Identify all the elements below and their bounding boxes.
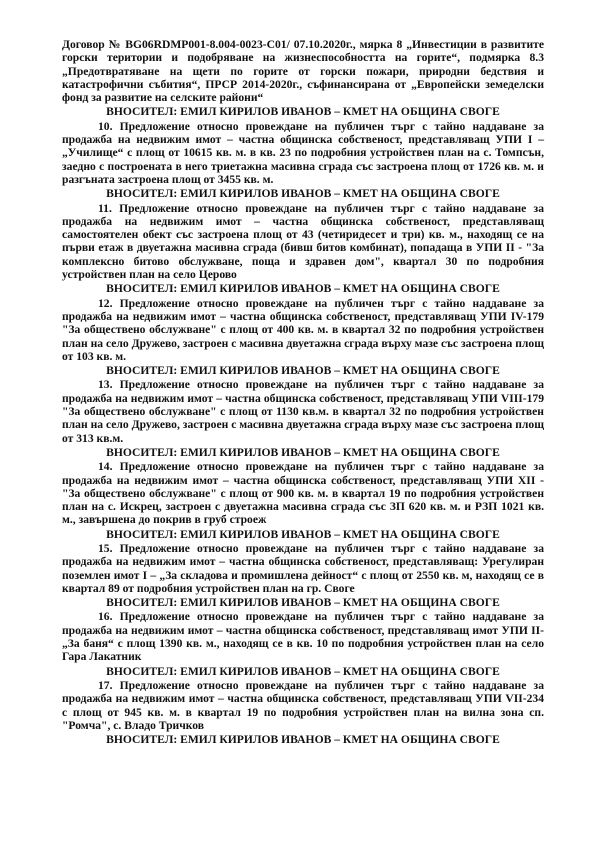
sponsor-line: ВНОСИТЕЛ: ЕМИЛ КИРИЛОВ ИВАНОВ – КМЕТ НА ОБЩИНА СВОГЕ [106,733,500,747]
sponsor-line: ВНОСИТЕЛ: ЕМИЛ КИРИЛОВ ИВАНОВ – КМЕТ НА ОБЩИНА СВОГЕ [106,527,500,541]
contract-intro: Договор № BG06RDMP001-8.004-0023-С01/ 07.10.2020г., мярка 8 „Инвестиции в развитите горски територии и подобряване на жизнеспособността на горите“, подмярка 8.3 „Предотвратяване на щети по горите от горски пожари, природни бедствия и катастрофични събития“, ПРСР 2014-2020г., съфинансирана от „Европейски земеделски фонд за развитие на селските райони“ [62,38,544,105]
agenda-item-16: 16. Предложение относно провеждане на публичен търг с тайно наддаване за продажба на недвижим имот – частна общинска собственост, представляващ имот УПИ II-„За баня“ с площ 1390 кв. м., находящ се в кв. 10 по подробния устройствен план на село Гара Лакатник [62,610,544,664]
sponsor-line: ВНОСИТЕЛ: ЕМИЛ КИРИЛОВ ИВАНОВ – КМЕТ НА ОБЩИНА СВОГЕ [106,596,500,610]
sponsor-line: ВНОСИТЕЛ: ЕМИЛ КИРИЛОВ ИВАНОВ – КМЕТ НА ОБЩИНА СВОГЕ [106,364,500,378]
sponsor-line: ВНОСИТЕЛ: ЕМИЛ КИРИЛОВ ИВАНОВ – КМЕТ НА ОБЩИНА СВОГЕ [106,187,500,201]
sponsor-line: ВНОСИТЕЛ: ЕМИЛ КИРИЛОВ ИВАНОВ – КМЕТ НА ОБЩИНА СВОГЕ [106,282,500,296]
agenda-item-10: 10. Предложение относно провеждане на публичен търг с тайно наддаване за продажба на недвижим имот – частна общинска собственост, представляващ УПИ I – „Училище“ с площ от 10615 кв. м. в кв. 23 по подробния устройствен план на с. Томпсън, заедно с построената в него триетажна масивна сграда със застроена площ от 1726 кв. м. и разгъната застроена площ от 3455 кв. м. [62,119,544,186]
sponsor-line: ВНОСИТЕЛ: ЕМИЛ КИРИЛОВ ИВАНОВ – КМЕТ НА ОБЩИНА СВОГЕ [106,445,500,459]
agenda-item-12: 12. Предложение относно провеждане на публичен търг с тайно наддаване за продажба на недвижим имот – частна общинска собственост, представляващ УПИ IV-179 "За обществено обслужване" с площ от 400 кв. м. в квартал 32 по подробния устройствен план на село Дружево, застроен с масивна двуетажна сграда върху мазе със застроена площ от 103 кв. м. [62,296,544,363]
agenda-item-14: 14. Предложение относно провеждане на публичен търг с тайно наддаване за продажба на недвижим имот – частна общинска собственост, представляващ УПИ XII - "За обществено обслужване" с площ от 900 кв. м. в квартал 19 по подробния устройствен план на с. Искрец, застроен с двуетажна масивна сграда със ЗП 620 кв. м. и РЗП 1021 кв. м., завършена до покрив в груб строеж [62,460,544,527]
sponsor-line: ВНОСИТЕЛ: ЕМИЛ КИРИЛОВ ИВАНОВ – КМЕТ НА ОБЩИНА СВОГЕ [106,664,500,678]
agenda-item-13: 13. Предложение относно провеждане на публичен търг с тайно наддаване за продажба на недвижим имот – частна общинска собственост, представляващ УПИ VIII-179 "За обществено обслужване" с площ от 1130 кв.м. в квартал 32 по подробния устройствен план на село Дружево, застроен с масивна двуетажна сграда върху мазе със застроена площ от 313 кв.м. [62,378,544,445]
agenda-item-17: 17. Предложение относно провеждане на публичен търг с тайно наддаване за продажба на недвижим имот – частна общинска собственост, представляващ УПИ VII-234 с площ от 945 кв. м. в квартал 19 по подробния устройствен план на вилна зона сп. "Ромча", с. Владо Тричков [62,678,544,732]
agenda-item-15: 15. Предложение относно провеждане на публичен търг с тайно наддаване за продажба на недвижим имот – частна общинска собственост, представляващ: Урегулиран поземлен имот I – „За складова и промишлена дейност“ с площ от 2550 кв. м, находящ се в квартал 89 от подробния устройствен план на гр. Своге [62,541,544,595]
agenda-item-11: 11. Предложение относно провеждане на публичен търг с тайно наддаване за продажба на недвижим имот – частна общинска собственост, представляващ самостоятелен обект със застроена площ от 43 (четиридесет и три) кв. м., находящ се на първи етаж в двуетажна масивна сграда (бивш битов комбинат), попадаща в УПИ II - "За комплексно битово обслужване, поща и здравен дом", квартал 30 по подробния устройствен план на село Церово [62,201,544,282]
sponsor-line: ВНОСИТЕЛ: ЕМИЛ КИРИЛОВ ИВАНОВ – КМЕТ НА ОБЩИНА СВОГЕ [106,105,500,119]
